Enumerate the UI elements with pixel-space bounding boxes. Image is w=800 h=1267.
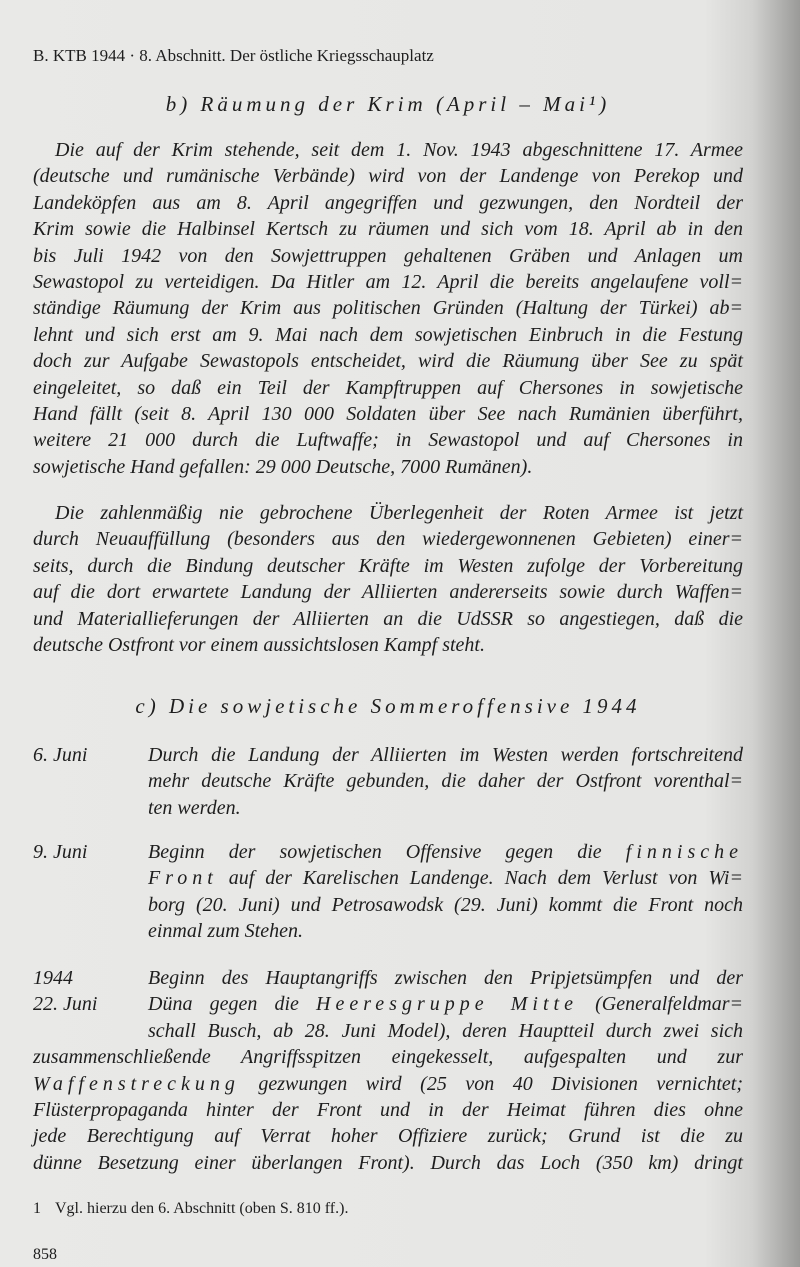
text-line — [33, 1150, 743, 1176]
text-line — [148, 965, 743, 991]
text-segment: jede Berechtigung auf Verrat hoher Offiziere zurück; Grund ist die zu — [33, 1125, 743, 1148]
text-line — [148, 892, 743, 918]
text-segment: Düna gegen die — [148, 993, 317, 1016]
page-number: 858 — [33, 1246, 57, 1263]
text-line — [148, 865, 743, 891]
text-segment: einmal zum Stehen. — [148, 920, 303, 943]
text-line — [148, 795, 743, 821]
text-line: Hand fällt (seit 8. April 130 000 Soldaten über See nach Rumänien überführt, — [33, 402, 743, 425]
text-segment: Durch die Landung der Alliierten im Westen werden fortschreitend — [148, 744, 743, 766]
text-line: seits, durch die Bindung deutscher Kräfte im Westen zufolge der Vorbereitung — [33, 554, 743, 577]
running-header: B. KTB 1944 · 8. Abschnitt. Der östliche Kriegsschauplatz — [33, 46, 434, 65]
text-segment: mehr deutsche Kräfte gebunden, die daher der Ostfront vorenthal= — [148, 770, 743, 793]
spaced-emphasis: finnische — [625, 841, 743, 863]
text-line: auf die dort erwartete Landung der Alliierten andererseits sowie durch Waffen= — [33, 581, 743, 604]
text-line: Die zahlenmäßig nie gebrochene Überlegenheit der Roten Armee ist jetzt — [55, 502, 743, 524]
date-label: 9. Juni — [33, 841, 88, 863]
text-line — [33, 1123, 743, 1149]
text-segment: dünne Besetzung einer überlangen Front). Durch das Loch (350 km) dringt — [33, 1151, 743, 1174]
text-segment: borg (20. Juni) und Petrosawodsk (29. Juni) kommt die Front noch — [148, 893, 743, 916]
text-line: Krim sowie die Halbinsel Kertsch zu räumen und sich vom 18. April ab in den — [33, 218, 743, 241]
chronology-entry — [33, 839, 743, 945]
section-b-title: b) Räumung der Krim (April – Mai¹) — [165, 92, 611, 116]
text-segment: gezwungen wird (25 von 40 Divisionen vernichtet; — [239, 1072, 743, 1095]
text-line: durch Neuauffüllung (besonders aus den wiedergewonnenen Gebieten) einer= — [33, 528, 743, 551]
text-line — [148, 991, 743, 1017]
text-segment: (Generalfeldmar= — [577, 993, 743, 1016]
footnote-text: Vgl. hierzu den 6. Abschnitt (oben S. 810 ff.). — [55, 1200, 349, 1217]
text-line: Landeköpfen aus am 8. April angegriffen und gezwungen, den Nordteil der — [33, 191, 743, 214]
text-line: und Materiallieferungen der Alliierten an die UdSSR so angestiegen, daß die — [33, 607, 743, 630]
text-line — [33, 1097, 743, 1123]
text-line — [33, 1071, 743, 1097]
paragraph-krim — [33, 137, 743, 480]
text-line: sowjetische Hand gefallen: 29 000 Deutsche, 7000 Rumänen). — [33, 455, 533, 478]
spaced-emphasis: Heeresgruppe Mitte — [316, 993, 578, 1016]
text-segment: schall Busch, ab 28. Juni Model), deren Hauptteil durch zwei sich — [148, 1019, 743, 1042]
text-line — [148, 839, 743, 865]
text-segment: auf der Karelischen Landenge. Nach dem Verlust von Wi= — [217, 867, 743, 890]
text-line: lehnt und sich erst am 9. Mai nach dem sowjetischen Einbruch in die Festung — [33, 323, 743, 346]
footnote — [33, 1200, 348, 1218]
text-line: bis Juli 1942 von den Sowjettruppen gehaltenen Gräben und Anlagen um — [33, 244, 743, 267]
text-segment: Beginn der sowjetischen Offensive gegen die — [148, 841, 626, 863]
date-label: 22. Juni — [33, 993, 98, 1016]
spaced-emphasis: Waffenstreckung — [33, 1072, 240, 1095]
text-line: deutsche Ostfront vor einem aussichtslosen Kampf steht. — [33, 633, 485, 656]
text-line: Sewastopol zu verteidigen. Da Hitler am 12. April die bereits angelaufene voll= — [33, 270, 743, 293]
text-segment: zusammenschließende Angriffsspitzen eingekesselt, aufgespalten und zur — [33, 1046, 743, 1069]
section-c-title: c) Die sowjetische Sommeroffensive 1944 — [135, 694, 641, 718]
paragraph-rote-armee — [33, 500, 743, 658]
chronology-entry — [33, 965, 743, 1176]
text-line: Die auf der Krim stehende, seit dem 1. Nov. 1943 abgeschnittene 17. Armee — [55, 139, 743, 161]
date-label: 6. Juni — [33, 744, 88, 766]
text-line — [33, 1044, 743, 1070]
text-line: weitere 21 000 durch die Luftwaffe; in Sewastopol und auf Chersones in — [33, 429, 743, 452]
text-line — [148, 918, 743, 944]
text-line — [148, 768, 743, 794]
text-line — [148, 1018, 743, 1044]
text-line: (deutsche und rumänische Verbände) wird von der Landenge von Perekop und — [33, 165, 743, 188]
spaced-emphasis: Front — [148, 867, 218, 890]
text-segment: Flüsterpropaganda hinter der Front und in der Heimat führen dies ohne — [33, 1098, 743, 1121]
text-line: ständige Räumung der Krim aus politischen Gründen (Haltung der Türkei) ab= — [33, 297, 743, 320]
text-line: eingeleitet, so daß ein Teil der Kampftruppen auf Chersones in sowjetische — [33, 376, 743, 399]
date-label: 1944 — [33, 967, 73, 989]
text-line: doch zur Aufgabe Sewastopols entscheidet, wird die Räumung über See zu spät — [33, 350, 743, 373]
text-line — [148, 742, 743, 768]
footnote-number: 1 — [33, 1200, 41, 1217]
text-segment: ten werden. — [148, 796, 241, 819]
chronology-entry — [33, 742, 743, 821]
text-segment: Beginn des Hauptangriffs zwischen den Pripjetsümpfen und der — [148, 967, 743, 989]
